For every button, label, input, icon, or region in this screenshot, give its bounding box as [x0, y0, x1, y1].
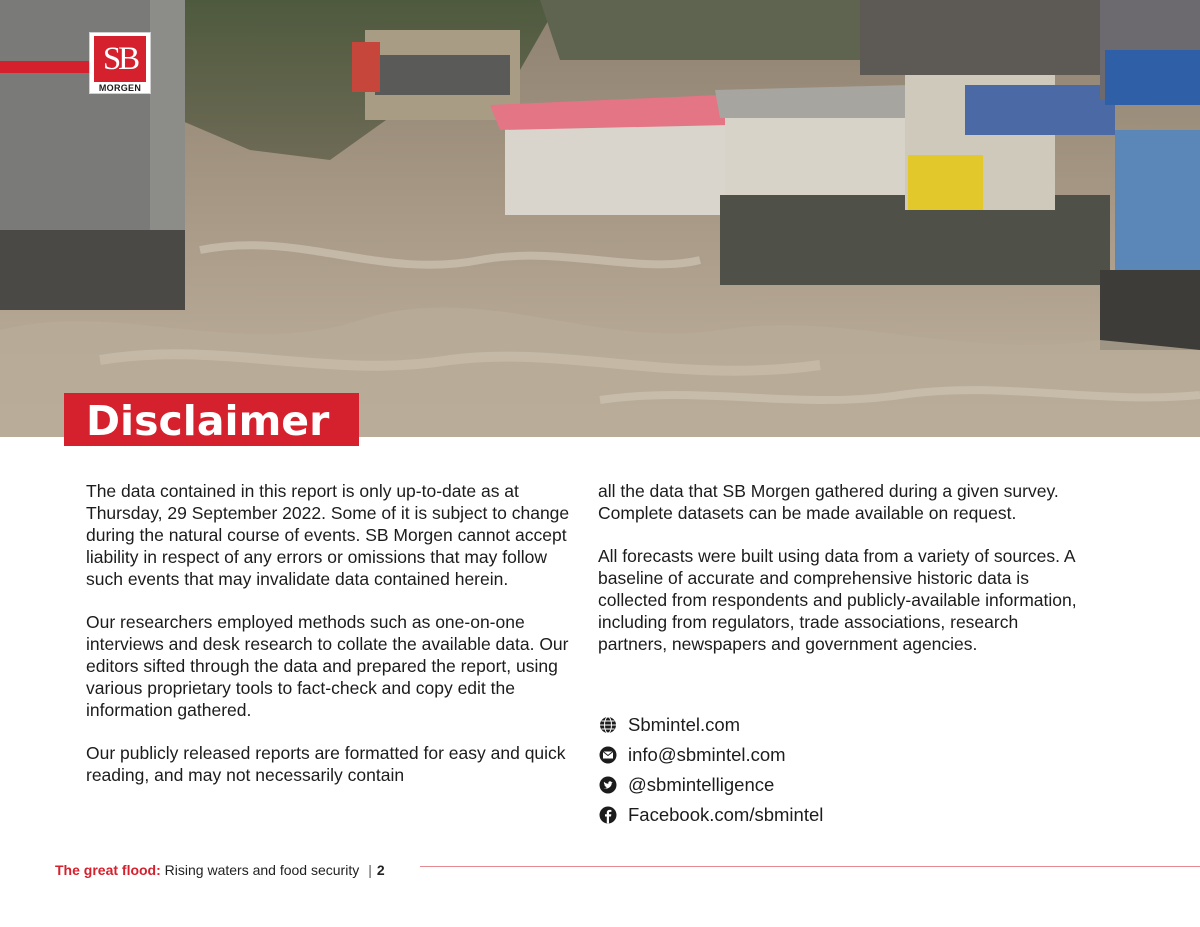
twitter-icon — [598, 775, 618, 795]
contact-twitter-text: @sbmintelligence — [628, 774, 775, 795]
page-title-text: Disclaimer — [86, 397, 330, 445]
logo-accent-bar — [0, 61, 90, 73]
footer-report-subtitle: Rising waters and food security — [160, 862, 360, 878]
footer-separator: | — [368, 862, 372, 878]
email-icon — [598, 745, 618, 765]
page-title — [64, 393, 359, 446]
hero-flood-photo — [0, 0, 1200, 437]
page-footer — [55, 860, 385, 880]
logo-initials: SB — [94, 36, 146, 82]
flood-scene — [0, 0, 1200, 437]
footer-divider — [420, 866, 1200, 867]
contact-website-text: Sbmintel.com — [628, 714, 741, 735]
contact-email[interactable] — [598, 740, 823, 770]
contact-email-text: info@sbmintel.com — [628, 744, 786, 765]
contact-facebook-text: Facebook.com/sbmintel — [628, 804, 824, 825]
contact-website[interactable] — [598, 710, 823, 740]
paragraph: All forecasts were built using data from a variety of sources. A baseline of accurate and comprehensive historic data is collected from respondents and publicly-available information, including from regulators, trade associations, research partners, newspapers and government agencies. — [598, 546, 1077, 654]
page-number: 2 — [376, 862, 385, 878]
logo-wordmark: MORGEN — [98, 83, 142, 93]
facebook-icon — [598, 805, 618, 825]
footer-report-title: The great flood: — [55, 862, 161, 878]
paragraph: The data contained in this report is only up-to-date as at Thursday, 29 September 2022. Some of it is subject to change during the natural course of events. SB Morgen cannot accept liability in respect of any errors or omissions that may follow such events that may invalidate data contained herein. — [86, 481, 570, 589]
paragraph: all the data that SB Morgen gathered during a given survey. Complete datasets can be made available on request. — [598, 481, 1059, 523]
right-column — [598, 480, 1078, 676]
contact-list — [598, 710, 823, 830]
globe-icon — [598, 715, 618, 735]
paragraph: Our researchers employed methods such as one-on-one interviews and desk research to collate the available data. Our editors sifted through the data and prepared the report, using various proprietary tools to fact-check and copy edit the information gathered. — [86, 612, 569, 720]
sb-morgen-logo — [89, 32, 151, 94]
left-column — [86, 480, 576, 807]
paragraph: Our publicly released reports are formatted for easy and quick reading, and may not necessarily contain — [86, 743, 566, 785]
contact-facebook[interactable] — [598, 800, 823, 830]
contact-twitter[interactable] — [598, 770, 823, 800]
